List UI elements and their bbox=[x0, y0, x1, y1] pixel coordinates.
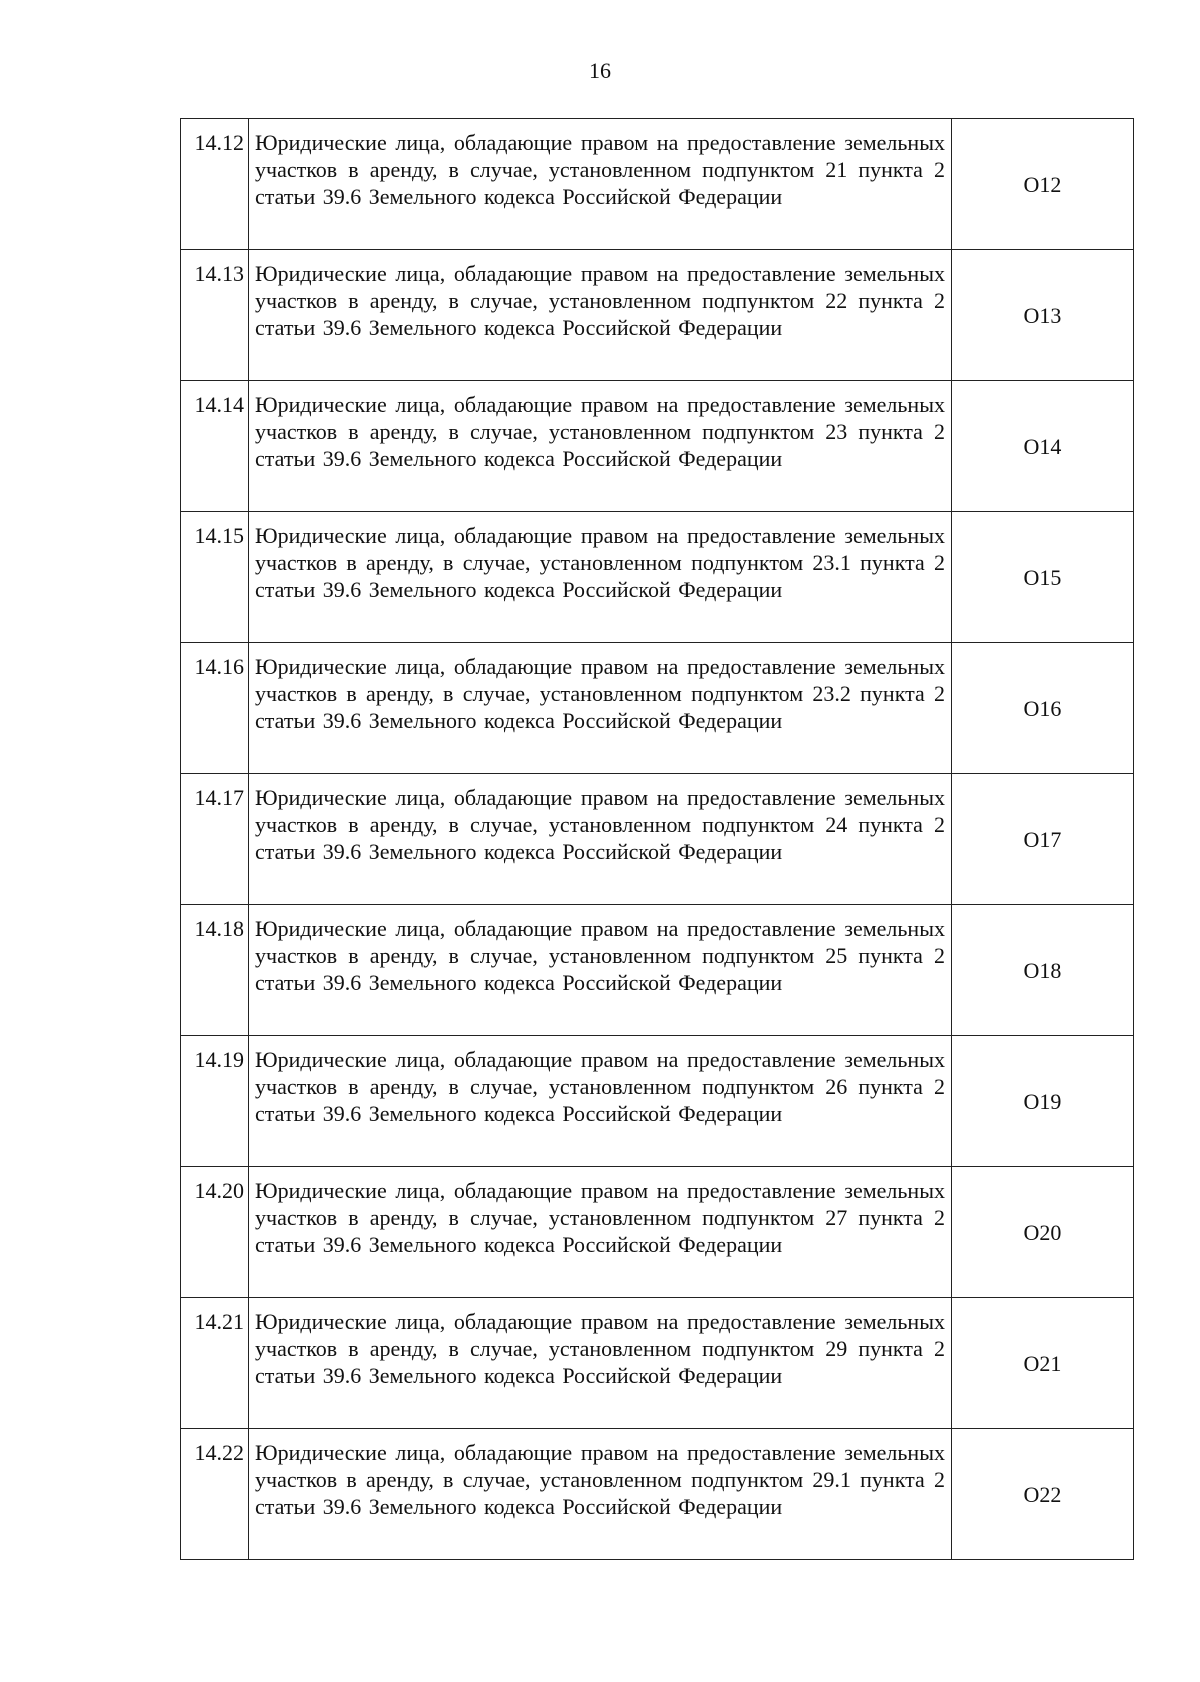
table-row bbox=[181, 1429, 1134, 1560]
row-number: 14.21 bbox=[181, 1298, 249, 1429]
row-number: 14.22 bbox=[181, 1429, 249, 1560]
row-code: O21 bbox=[952, 1298, 1134, 1429]
row-code: O14 bbox=[952, 381, 1134, 512]
row-description: Юридические лица, обладающие правом на предоставление земельных участков в аренду, в случае, установленном подпунктом 26 пункта 2 статьи 39.6 Земельного кодекса Российской Федерации bbox=[255, 1047, 945, 1126]
row-description: Юридические лица, обладающие правом на предоставление земельных участков в аренду, в случае, установленном подпунктом 22 пункта 2 статьи 39.6 Земельного кодекса Российской Федерации bbox=[255, 261, 945, 340]
row-description: Юридические лица, обладающие правом на предоставление земельных участков в аренду, в случае, установленном подпунктом 21 пункта 2 статьи 39.6 Земельного кодекса Российской Федерации bbox=[255, 130, 945, 209]
row-description: Юридические лица, обладающие правом на предоставление земельных участков в аренду, в случае, установленном подпунктом 24 пункта 2 статьи 39.6 Земельного кодекса Российской Федерации bbox=[255, 785, 945, 864]
row-description: Юридические лица, обладающие правом на предоставление земельных участков в аренду, в случае, установленном подпунктом 23 пункта 2 статьи 39.6 Земельного кодекса Российской Федерации bbox=[255, 392, 945, 471]
row-number: 14.15 bbox=[181, 512, 249, 643]
row-description: Юридические лица, обладающие правом на предоставление земельных участков в аренду, в случае, установленном подпунктом 23.1 пункта 2 статьи 39.6 Земельного кодекса Российской Федерации bbox=[255, 523, 945, 602]
row-number: 14.12 bbox=[181, 119, 249, 250]
table-row bbox=[181, 643, 1134, 774]
row-code: O12 bbox=[952, 119, 1134, 250]
table-row bbox=[181, 1036, 1134, 1167]
row-number: 14.20 bbox=[181, 1167, 249, 1298]
row-code: O19 bbox=[952, 1036, 1134, 1167]
row-code: O13 bbox=[952, 250, 1134, 381]
table-row bbox=[181, 1167, 1134, 1298]
row-number: 14.16 bbox=[181, 643, 249, 774]
row-description: Юридические лица, обладающие правом на предоставление земельных участков в аренду, в случае, установленном подпунктом 23.2 пункта 2 статьи 39.6 Земельного кодекса Российской Федерации bbox=[255, 654, 945, 733]
row-code: O22 bbox=[952, 1429, 1134, 1560]
table-row bbox=[181, 905, 1134, 1036]
row-code: O17 bbox=[952, 774, 1134, 905]
page-number: 16 bbox=[589, 58, 611, 83]
row-number: 14.18 bbox=[181, 905, 249, 1036]
row-code: O18 bbox=[952, 905, 1134, 1036]
row-description: Юридические лица, обладающие правом на предоставление земельных участков в аренду, в случае, установленном подпунктом 25 пункта 2 статьи 39.6 Земельного кодекса Российской Федерации bbox=[255, 916, 945, 995]
table-row bbox=[181, 250, 1134, 381]
row-code: O16 bbox=[952, 643, 1134, 774]
row-number: 14.17 bbox=[181, 774, 249, 905]
row-number: 14.13 bbox=[181, 250, 249, 381]
row-description: Юридические лица, обладающие правом на предоставление земельных участков в аренду, в случае, установленном подпунктом 29.1 пункта 2 статьи 39.6 Земельного кодекса Российской Федерации bbox=[255, 1440, 945, 1519]
table-row bbox=[181, 774, 1134, 905]
table-row bbox=[181, 119, 1134, 250]
row-description: Юридические лица, обладающие правом на предоставление земельных участков в аренду, в случае, установленном подпунктом 29 пункта 2 статьи 39.6 Земельного кодекса Российской Федерации bbox=[255, 1309, 945, 1388]
table-row bbox=[181, 381, 1134, 512]
row-code: O15 bbox=[952, 512, 1134, 643]
table-row bbox=[181, 512, 1134, 643]
category-table bbox=[180, 118, 1134, 1560]
table-row bbox=[181, 1298, 1134, 1429]
row-description: Юридические лица, обладающие правом на предоставление земельных участков в аренду, в случае, установленном подпунктом 27 пункта 2 статьи 39.6 Земельного кодекса Российской Федерации bbox=[255, 1178, 945, 1257]
row-number: 14.19 bbox=[181, 1036, 249, 1167]
row-number: 14.14 bbox=[181, 381, 249, 512]
row-code: O20 bbox=[952, 1167, 1134, 1298]
